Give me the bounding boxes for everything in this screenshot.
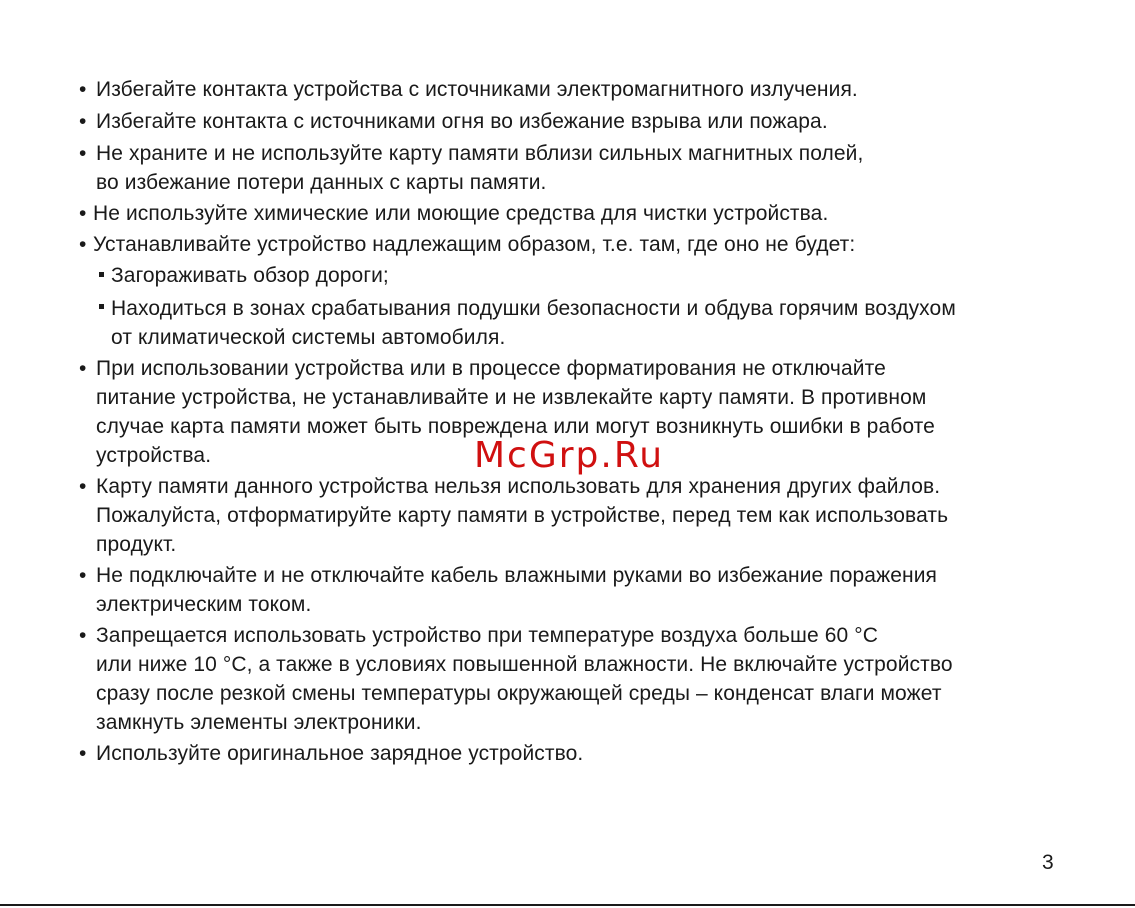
list-item-line: устройства. <box>96 444 212 467</box>
list-item-line: продукт. <box>96 533 177 556</box>
bullet-icon: • <box>79 357 87 380</box>
sub-list-item-line: от климатической системы автомобиля. <box>111 326 506 349</box>
bullet-icon: • <box>79 475 87 498</box>
list-item-line: замкнуть элементы электроники. <box>96 711 422 734</box>
list-item-line: Не подключайте и не отключайте кабель влажными руками во избежание поражения <box>96 564 938 587</box>
list-item-line: Запрещается использовать устройство при температуре воздуха больше 60 °C <box>96 624 878 647</box>
list-item-line: Карту памяти данного устройства нельзя использовать для хранения других файлов. <box>96 475 941 498</box>
sub-list-item-line: Находиться в зонах срабатывания подушки безопасности и обдува горячим воздухом <box>111 297 956 320</box>
list-item-line: Пожалуйста, отформатируйте карту памяти в устройстве, перед тем как использовать <box>96 504 949 527</box>
square-bullet-icon <box>99 272 104 277</box>
bullet-icon: • <box>79 564 87 587</box>
list-item-line: Не используйте химические или моющие средства для чистки устройства. <box>93 202 829 225</box>
square-bullet-icon <box>99 304 104 309</box>
list-item-line: или ниже 10 °C, а также в условиях повышенной влажности. Не включайте устройство <box>96 653 953 676</box>
list-item-line: сразу после резкой смены температуры окружающей среды – конденсат влаги может <box>96 682 942 705</box>
bullet-icon: • <box>79 742 87 765</box>
list-item-line: Не храните и не используйте карту памяти вблизи сильных магнитных полей, <box>96 142 864 165</box>
bullet-icon: • <box>79 233 87 256</box>
list-item-line: Устанавливайте устройство надлежащим образом, т.е. там, где оно не будет: <box>93 233 856 256</box>
list-item-line: во избежание потери данных с карты памяти. <box>96 171 547 194</box>
list-item-line: Избегайте контакта устройства с источниками электромагнитного излучения. <box>96 78 858 101</box>
list-item-line: При использовании устройства или в процессе форматирования не отключайте <box>96 357 886 380</box>
page-number: 3 <box>1042 851 1054 874</box>
bullet-icon: • <box>79 624 87 647</box>
list-item-line: Избегайте контакта с источниками огня во избежание взрыва или пожара. <box>96 110 828 133</box>
list-item-line: питание устройства, не устанавливайте и не извлекайте карту памяти. В противном <box>96 386 927 409</box>
list-item-line: электрическим током. <box>96 593 312 616</box>
bottom-divider <box>0 904 1135 906</box>
bullet-icon: • <box>79 110 87 133</box>
watermark-text: McGrp.Ru <box>474 435 665 476</box>
list-item-line: Используйте оригинальное зарядное устройство. <box>96 742 584 765</box>
bullet-icon: • <box>79 78 87 101</box>
list-item-line: случае карта памяти может быть повреждена или могут возникнуть ошибки в работе <box>96 415 935 438</box>
sub-list-item-line: Загораживать обзор дороги; <box>111 264 389 287</box>
bullet-icon: • <box>79 142 87 165</box>
bullet-icon: • <box>79 202 87 225</box>
